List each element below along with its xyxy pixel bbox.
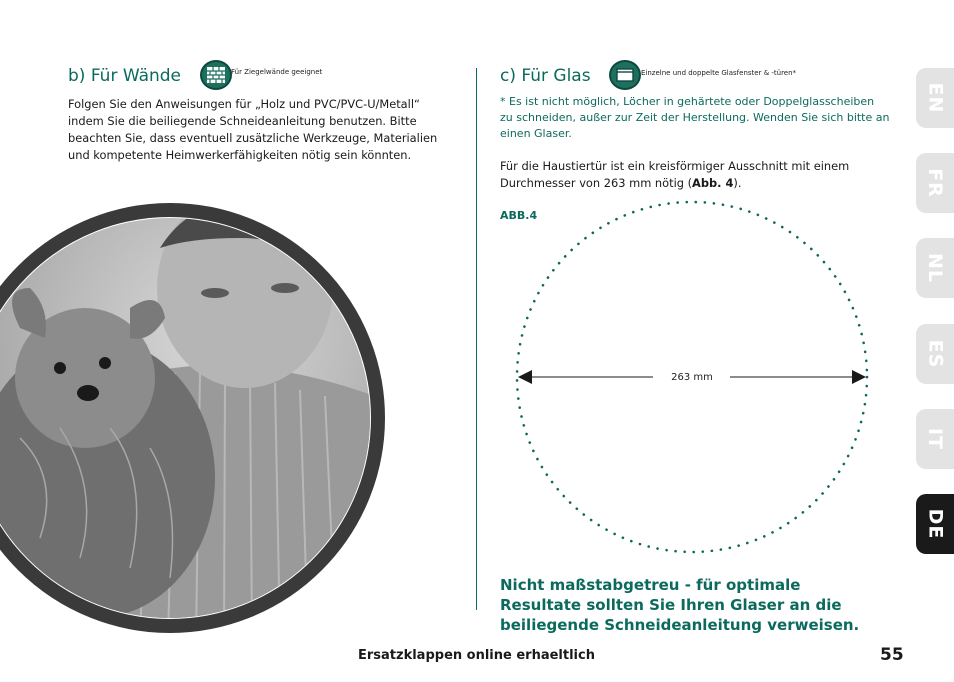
brick-wall-icon <box>200 60 232 90</box>
glass-warning-text: * Es ist nicht möglich, Löcher in gehärtete oder Doppelglasscheiben zu schneiden, außer zur Zeit der Herstellung. Wenden Sie sich bitte an einen Glaser. <box>500 95 890 140</box>
column-divider <box>476 68 477 610</box>
section-heading-walls: b) Für Wände <box>68 66 182 86</box>
figure-reference: Abb. 4 <box>692 176 734 190</box>
glass-icon-caption: Einzelne und doppelte Glasfenster & -türen* <box>641 69 797 77</box>
language-tab-fr[interactable] <box>916 153 954 213</box>
language-tab-es[interactable] <box>916 324 954 384</box>
language-tab-label: EN <box>923 82 946 114</box>
language-tab-de[interactable] <box>916 494 954 554</box>
walls-icon-caption: Für Ziegelwände geeignet <box>231 68 323 76</box>
window-icon <box>609 60 641 90</box>
footer-text: Ersatzklappen online erhaeltlich <box>358 648 595 663</box>
page-number: 55 <box>880 645 904 665</box>
arrow-right-icon <box>852 370 866 384</box>
walls-body-text: Folgen Sie den Anweisungen für „Holz und PVC/PVC-U/Metall“ indem Sie die beiliegende Schneideanleitung benutzen. Bitte beachten Sie, dass eventuell zusätzliche Werkzeuge, Materialien und kompetente Heimwerkerfähigkeiten nötig sein könnten. <box>68 97 438 162</box>
language-tab-en[interactable] <box>916 68 954 128</box>
glass-body-text <box>500 158 890 192</box>
scale-note: Nicht maßstabgetreu - für optimale Resultate sollten Sie Ihren Glaser an die beiliegende Schneideanleitung verweisen. <box>500 576 860 634</box>
boy-with-dog-photo <box>0 178 390 648</box>
language-tab-label: DE <box>923 508 946 540</box>
dimension-label: 263 mm <box>671 372 713 383</box>
section-heading-glass: c) Für Glas <box>500 66 591 86</box>
language-tab-nl[interactable] <box>916 238 954 298</box>
language-tab-label: FR <box>923 168 946 198</box>
language-tab-it[interactable] <box>916 409 954 469</box>
glass-body-suffix: ). <box>733 176 742 190</box>
glass-body-prefix: Für die Haustiertür ist ein kreisförmiger Ausschnitt mit einem Durchmesser von 263 mm nötig ( <box>500 159 850 190</box>
language-tab-label: IT <box>924 427 946 451</box>
arrow-left-icon <box>518 370 532 384</box>
language-tab-label: NL <box>923 252 946 284</box>
language-tab-label: ES <box>923 339 946 369</box>
figure-label: ABB.4 <box>500 209 538 222</box>
